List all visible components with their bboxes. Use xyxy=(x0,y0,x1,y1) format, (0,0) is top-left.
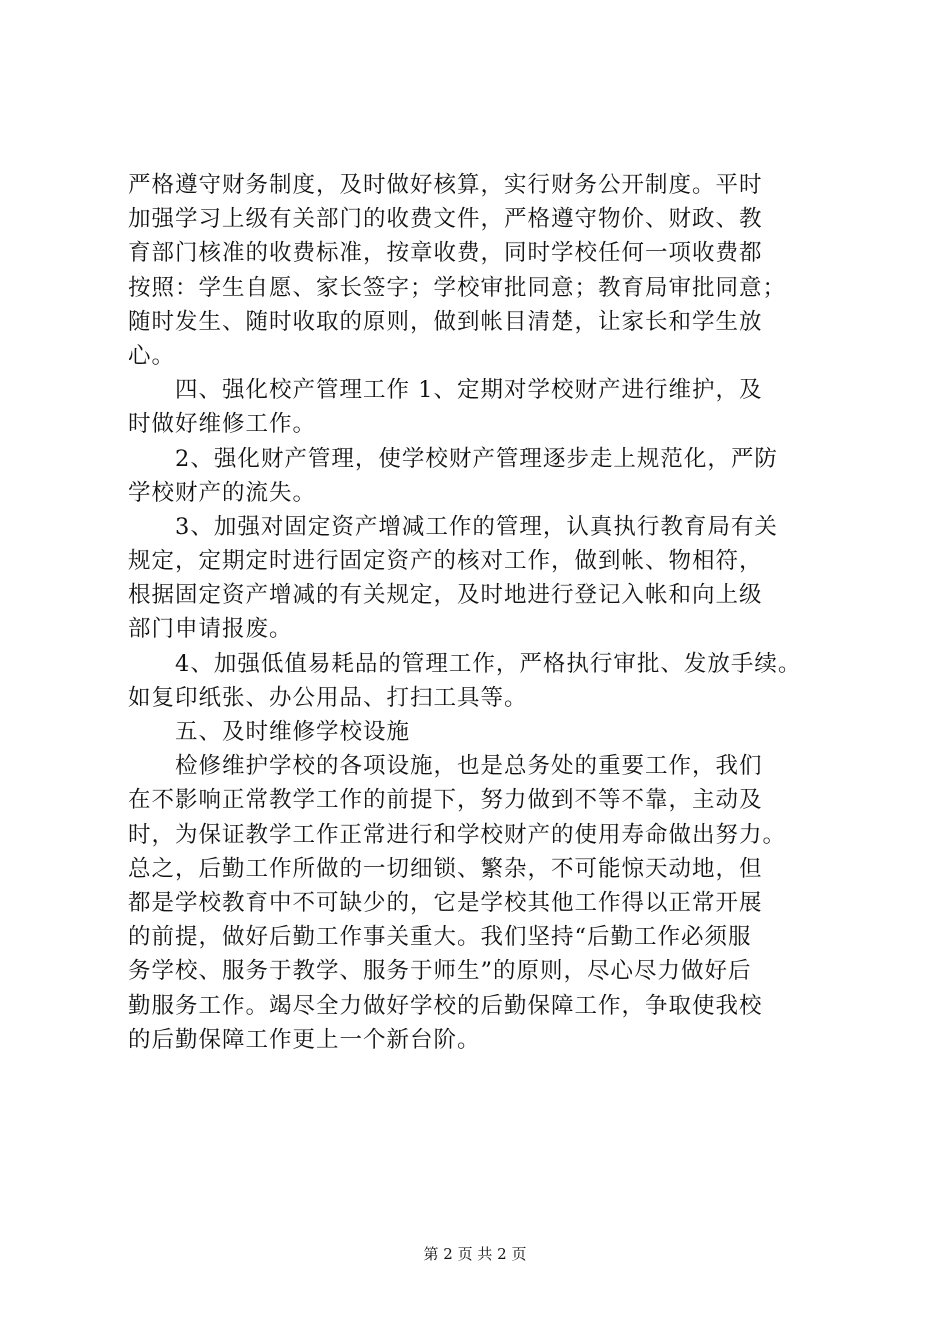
text-line: 4、加强低值易耗品的管理工作，严格执行审批、发放手续。 xyxy=(128,650,802,677)
text-line: 学校财产的流失。 xyxy=(128,479,317,506)
text-line: 心。 xyxy=(128,342,176,369)
text-line: 根据固定资产增减的有关规定，及时地进行登记入帐和向上级 xyxy=(128,582,763,609)
text-line: 3、加强对固定资产增减工作的管理，认真执行教育局有关 xyxy=(128,513,778,540)
text-line: 部门申请报废。 xyxy=(128,616,293,643)
text-line: 按照：学生自愿、家长签字；学校审批同意；教育局审批同意； xyxy=(128,274,787,301)
section-heading-line: 四、强化校产管理工作 1、定期对学校财产进行维护，及 xyxy=(128,377,763,404)
text-line: 严格遵守财务制度，及时做好核算，实行财务公开制度。平时 xyxy=(128,172,763,198)
text-line: 检修维护学校的各项设施，也是总务处的重要工作，我们 xyxy=(128,753,763,780)
text-line: 育部门核准的收费标准，按章收费，同时学校任何一项收费都 xyxy=(128,240,763,267)
text-line: 如复印纸张、办公用品、打扫工具等。 xyxy=(128,684,528,711)
text-line: 都是学校教育中不可缺少的，它是学校其他工作得以正常开展 xyxy=(128,889,763,916)
text-line: 的前提，做好后勤工作事关重大。我们坚持“后勤工作必须服 xyxy=(128,924,752,951)
page-footer xyxy=(0,1244,950,1264)
section-heading: 五、及时维修学校设施 xyxy=(128,719,411,745)
document-body xyxy=(128,168,838,1057)
text-line: 时做好维修工作。 xyxy=(128,411,317,438)
text-line: 加强学习上级有关部门的收费文件，严格遵守物价、财政、教 xyxy=(128,206,763,233)
text-line: 务学校、服务于教学、服务于师生”的原则，尽心尽力做好后 xyxy=(128,958,752,985)
text-line: 2、强化财产管理，使学校财产管理逐步走上规范化，严防 xyxy=(128,445,778,472)
text-line: 在不影响正常教学工作的前提下，努力做到不等不靠，主动及 xyxy=(128,787,763,814)
text-line: 总之，后勤工作所做的一切细锁、繁杂，不可能惊天动地，但 xyxy=(128,855,763,882)
text-line: 时，为保证教学工作正常进行和学校财产的使用寿命做出努力。 xyxy=(128,821,787,848)
text-line: 的后勤保障工作更上一个新台阶。 xyxy=(128,1026,481,1053)
text-line: 随时发生、随时收取的原则，做到帐目清楚，让家长和学生放 xyxy=(128,308,763,335)
text-line: 勤服务工作。竭尽全力做好学校的后勤保障工作，争取使我校 xyxy=(128,992,763,1019)
text-line: 规定，定期定时进行固定资产的核对工作，做到帐、物相符， xyxy=(128,548,763,575)
page-number-label: 第 2 页 共 2 页 xyxy=(423,1245,527,1263)
